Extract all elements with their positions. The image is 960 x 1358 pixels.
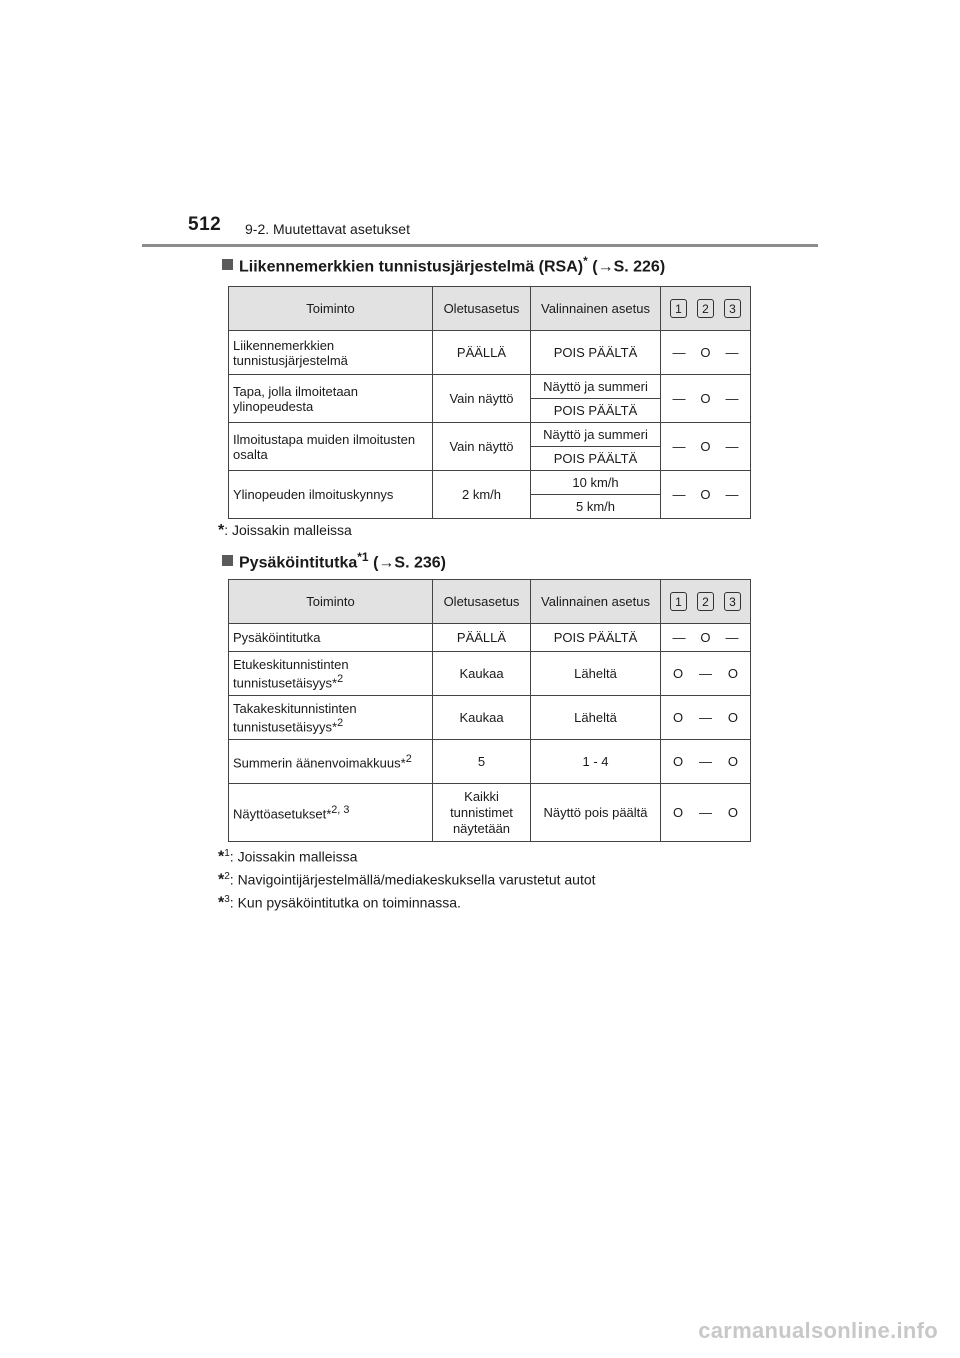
table-row xyxy=(229,696,751,740)
table-header-row xyxy=(229,287,751,331)
footnote-mark: * xyxy=(218,871,225,889)
row-function-text: Takakeskitunnistinten tunnistusetäisyys* xyxy=(233,700,357,735)
row-default: 2 km/h xyxy=(433,471,531,519)
rsa-page-reference[interactable]: (→S. 226) xyxy=(592,258,666,276)
row-function: Ilmoitustapa muiden ilmoitusten osalta xyxy=(229,423,433,471)
row-function: Tapa, jolla ilmoitetaan ylinopeudesta xyxy=(229,375,433,423)
footnote-mark: * xyxy=(218,522,225,539)
row-default: 5 xyxy=(433,740,531,784)
row-default: Kaikki tunnistimet näytetään xyxy=(433,784,531,842)
parking-settings-table xyxy=(228,579,751,842)
flag-2: O xyxy=(700,391,711,406)
parking-heading xyxy=(222,550,446,572)
row-function-text: Etukeskitunnistinten tunnistusetäisyys* xyxy=(233,656,349,691)
row-default: PÄÄLLÄ xyxy=(433,624,531,652)
row-flags xyxy=(661,331,751,375)
flag-2: — xyxy=(698,805,712,820)
flag-2: O xyxy=(700,345,711,360)
square-bullet-icon xyxy=(222,555,233,566)
section-title: 9-2. Muutettavat asetukset xyxy=(245,221,410,237)
row-option: 5 km/h xyxy=(531,495,661,519)
flag-3: — xyxy=(725,345,739,360)
row-default: Kaukaa xyxy=(433,652,531,696)
flag-3: O xyxy=(727,710,739,725)
flag-1: O xyxy=(672,710,684,725)
row-flags xyxy=(661,375,751,423)
badge-2: 2 xyxy=(697,592,714,611)
row-function xyxy=(229,784,433,842)
row-function-sup: 2 xyxy=(337,716,344,729)
badge-3: 3 xyxy=(724,299,741,318)
row-option: POIS PÄÄLTÄ xyxy=(531,331,661,375)
parking-footnote-1 xyxy=(218,848,357,867)
flag-3: O xyxy=(727,754,739,769)
parking-title-mark: *1 xyxy=(357,550,369,564)
footnote-text: : Joissakin malleissa xyxy=(224,522,352,538)
rsa-footnote xyxy=(218,522,352,540)
flag-3: O xyxy=(727,805,739,820)
flag-2: O xyxy=(700,439,711,454)
flag-1: — xyxy=(672,345,686,360)
row-option: Läheltä xyxy=(531,652,661,696)
table-row xyxy=(229,331,751,375)
flag-3: — xyxy=(725,630,739,645)
header-numbers xyxy=(661,287,751,331)
row-default: PÄÄLLÄ xyxy=(433,331,531,375)
footnote-mark: * xyxy=(218,894,225,912)
header-option: Valinnainen asetus xyxy=(531,580,661,624)
flag-2: O xyxy=(700,487,711,502)
footnote-text: : Joissakin malleissa xyxy=(229,848,358,865)
flag-1: O xyxy=(672,666,684,681)
row-flags xyxy=(661,784,751,842)
row-function-text: Pysäköintitutka xyxy=(233,630,321,645)
flag-1: O xyxy=(672,805,684,820)
row-function-sup: 2, 3 xyxy=(331,804,350,817)
footnote-mark: * xyxy=(218,848,225,866)
parking-page-reference[interactable]: (→S. 236) xyxy=(373,554,446,572)
footnote-text: : Navigointijärjestelmällä/mediakeskuksella varustetut autot xyxy=(229,871,596,888)
row-flags xyxy=(661,624,751,652)
rsa-settings-table xyxy=(228,286,751,519)
table-row xyxy=(229,624,751,652)
badge-2: 2 xyxy=(697,299,714,318)
header-function: Toiminto xyxy=(229,287,433,331)
table-row xyxy=(229,471,751,495)
header-divider xyxy=(142,244,818,247)
footnote-text: : Kun pysäköintitutka on toiminnassa. xyxy=(229,894,461,911)
badge-3: 3 xyxy=(724,592,741,611)
row-option: Näyttö ja summeri xyxy=(531,375,661,399)
row-flags xyxy=(661,423,751,471)
flag-3: — xyxy=(725,391,739,406)
flag-3: — xyxy=(725,439,739,454)
row-function: Liikennemerkkien tunnistusjärjestelmä xyxy=(229,331,433,375)
parking-title: Pysäköintitutka xyxy=(239,554,358,572)
row-default: Vain näyttö xyxy=(433,423,531,471)
header-default: Oletusasetus xyxy=(433,287,531,331)
parking-footnote-2 xyxy=(218,871,596,890)
row-option: Näyttö ja summeri xyxy=(531,423,661,447)
table-header-row xyxy=(229,580,751,624)
parking-footnote-3 xyxy=(218,894,461,913)
badge-1: 1 xyxy=(670,592,687,611)
header-option: Valinnainen asetus xyxy=(531,287,661,331)
footnote-number: 2 xyxy=(224,871,230,882)
flag-1: O xyxy=(672,754,684,769)
table-row xyxy=(229,423,751,447)
row-function-sup: 2 xyxy=(337,672,344,685)
row-flags xyxy=(661,740,751,784)
row-function-sup: 2 xyxy=(405,753,412,766)
flag-1: — xyxy=(672,439,686,454)
rsa-heading xyxy=(222,254,665,276)
square-bullet-icon xyxy=(222,259,233,270)
watermark: carmanualsonline.info xyxy=(698,1318,938,1343)
flag-2: — xyxy=(698,754,712,769)
row-function xyxy=(229,652,433,696)
row-option: 10 km/h xyxy=(531,471,661,495)
row-function-text: Summerin äänenvoimakkuus* xyxy=(233,755,406,771)
row-option: POIS PÄÄLTÄ xyxy=(531,624,661,652)
table-row xyxy=(229,652,751,696)
table-row xyxy=(229,784,751,842)
flag-2: O xyxy=(700,630,711,645)
row-option: POIS PÄÄLTÄ xyxy=(531,399,661,423)
row-flags xyxy=(661,471,751,519)
flag-3: O xyxy=(727,666,739,681)
row-flags xyxy=(661,652,751,696)
row-default: Kaukaa xyxy=(433,696,531,740)
row-default: Vain näyttö xyxy=(433,375,531,423)
rsa-title-mark: * xyxy=(583,254,588,268)
row-option: 1 - 4 xyxy=(531,740,661,784)
table-row xyxy=(229,740,751,784)
flag-1: — xyxy=(672,630,686,645)
header-numbers xyxy=(661,580,751,624)
row-option: POIS PÄÄLTÄ xyxy=(531,447,661,471)
flag-1: — xyxy=(672,487,686,502)
footnote-number: 1 xyxy=(224,848,230,859)
flag-1: — xyxy=(672,391,686,406)
row-option: Läheltä xyxy=(531,696,661,740)
badge-1: 1 xyxy=(670,299,687,318)
flag-2: — xyxy=(698,710,712,725)
row-function: Ylinopeuden ilmoituskynnys xyxy=(229,471,433,519)
rsa-title: Liikennemerkkien tunnistusjärjestelmä (RSA) xyxy=(239,258,584,276)
flag-3: — xyxy=(725,487,739,502)
flag-2: — xyxy=(698,666,712,681)
row-function xyxy=(229,740,433,784)
footnote-number: 3 xyxy=(224,894,230,905)
row-function xyxy=(229,696,433,740)
row-function-text: Näyttöasetukset* xyxy=(233,806,332,822)
page-number: 512 xyxy=(188,214,222,235)
table-row xyxy=(229,375,751,399)
row-flags xyxy=(661,696,751,740)
row-function xyxy=(229,624,433,652)
header-default: Oletusasetus xyxy=(433,580,531,624)
header-function: Toiminto xyxy=(229,580,433,624)
row-option: Näyttö pois päältä xyxy=(531,784,661,842)
